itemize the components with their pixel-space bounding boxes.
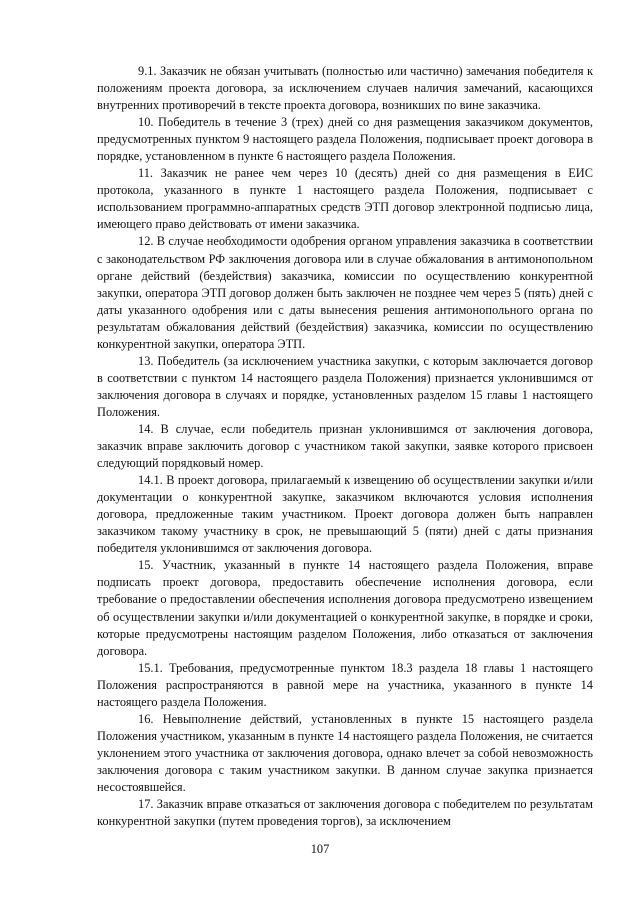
page-number: 107	[310, 842, 330, 856]
paragraph-12: 12. В случае необходимости одобрения органом управления заказчика в соответствии с законодательством РФ заключения договора или в случае обжалования в антимонопольном органе действий (бездействия) заказчика, комиссии по осуществлению конкурентной закупки, оператора ЭТП договор должен быть заключен не позднее чем через 5 (пять) дней с даты указанного одобрения или с даты вынесения решения антимонопольного органа по результатам обжалования действий (бездействия) заказчика, комиссии по осуществлению конкурентной закупки, оператора ЭТП.	[97, 234, 593, 351]
document-body	[97, 63, 593, 830]
paragraph-14: 14. В случае, если победитель признан уклонившимся от заключения договора, заказчик вправе заключить договор с участником такой закупки, заявке которого присвоен следующий порядковый номер.	[97, 421, 593, 471]
paragraph-15-1: 15.1. Требования, предусмотренные пунктом 18.3 раздела 18 главы 1 настоящего Положения распространяются в равной мере на участника, указанного в пункте 14 настоящего раздела Положения.	[97, 660, 593, 709]
paragraph-9-1: 9.1. Заказчик не обязан учитывать (полностью или частично) замечания победителя к положениям проекта договора, за исключением случаев наличия замечаний, касающихся внутренних противоречий в тексте проекта договора, возникших по вине заказчика.	[97, 64, 593, 113]
paragraph-17: 17. Заказчик вправе отказаться от заключения договора с победителем по результатам конкурентной закупки (путем проведения торгов), за исключением	[97, 797, 593, 829]
paragraph-16: 16. Невыполнение действий, установленных в пункте 15 настоящего раздела Положения участником, указанным в пункте 14 настоящего раздела Положения, не считается уклонением этого участника от заключения договора, однако влечет за собой невозможность заключения договора с таким участником закупки. В данном случае закупка признается несостоявшейся.	[97, 711, 593, 794]
paragraph-14-1: 14.1. В проект договора, прилагаемый к извещению об осуществлении закупки и/или документации о конкурентной закупке, заказчиком включаются условия исполнения договора, предложенные таким участником. Проект договора должен быть направлен заказчиком такому участнику в срок, не превышающий 5 (пяти) дней с даты признания победителя уклонившимся от заключения договора.	[97, 473, 593, 556]
paragraph-10: 10. Победитель в течение 3 (трех) дней со дня размещения заказчиком документов, предусмотренных пунктом 9 настоящего раздела Положения, подписывает проект договора в порядке, установленном в пункте 6 настоящего раздела Положения.	[97, 115, 593, 164]
paragraph-15: 15. Участник, указанный в пункте 14 настоящего раздела Положения, вправе подписать проект договора, предоставить обеспечение исполнения договора, если требование о предоставлении обеспечения исполнения договора предусмотрено извещением об осуществлении закупки и/или документацией о конкурентной закупке, в порядке и сроки, которые предусмотрены настоящим разделом Положения, либо отказаться от заключения договора.	[97, 558, 593, 658]
paragraph-13: 13. Победитель (за исключением участника закупки, с которым заключается договор в соответствии с пунктом 14 настоящего раздела Положения) признается уклонившимся от заключения договора в случаях и порядке, установленных разделом 15 главы 1 настоящего Положения.	[97, 353, 593, 419]
paragraph-11: 11. Заказчик не ранее чем через 10 (десять) дней со дня размещения в ЕИС протокола, указанного в пункте 1 настоящего раздела Положения, подписывает с использованием программно-аппаратных средств ЭТП договор электронной подписью лица, имеющего право действовать от имени заказчика.	[97, 166, 593, 232]
